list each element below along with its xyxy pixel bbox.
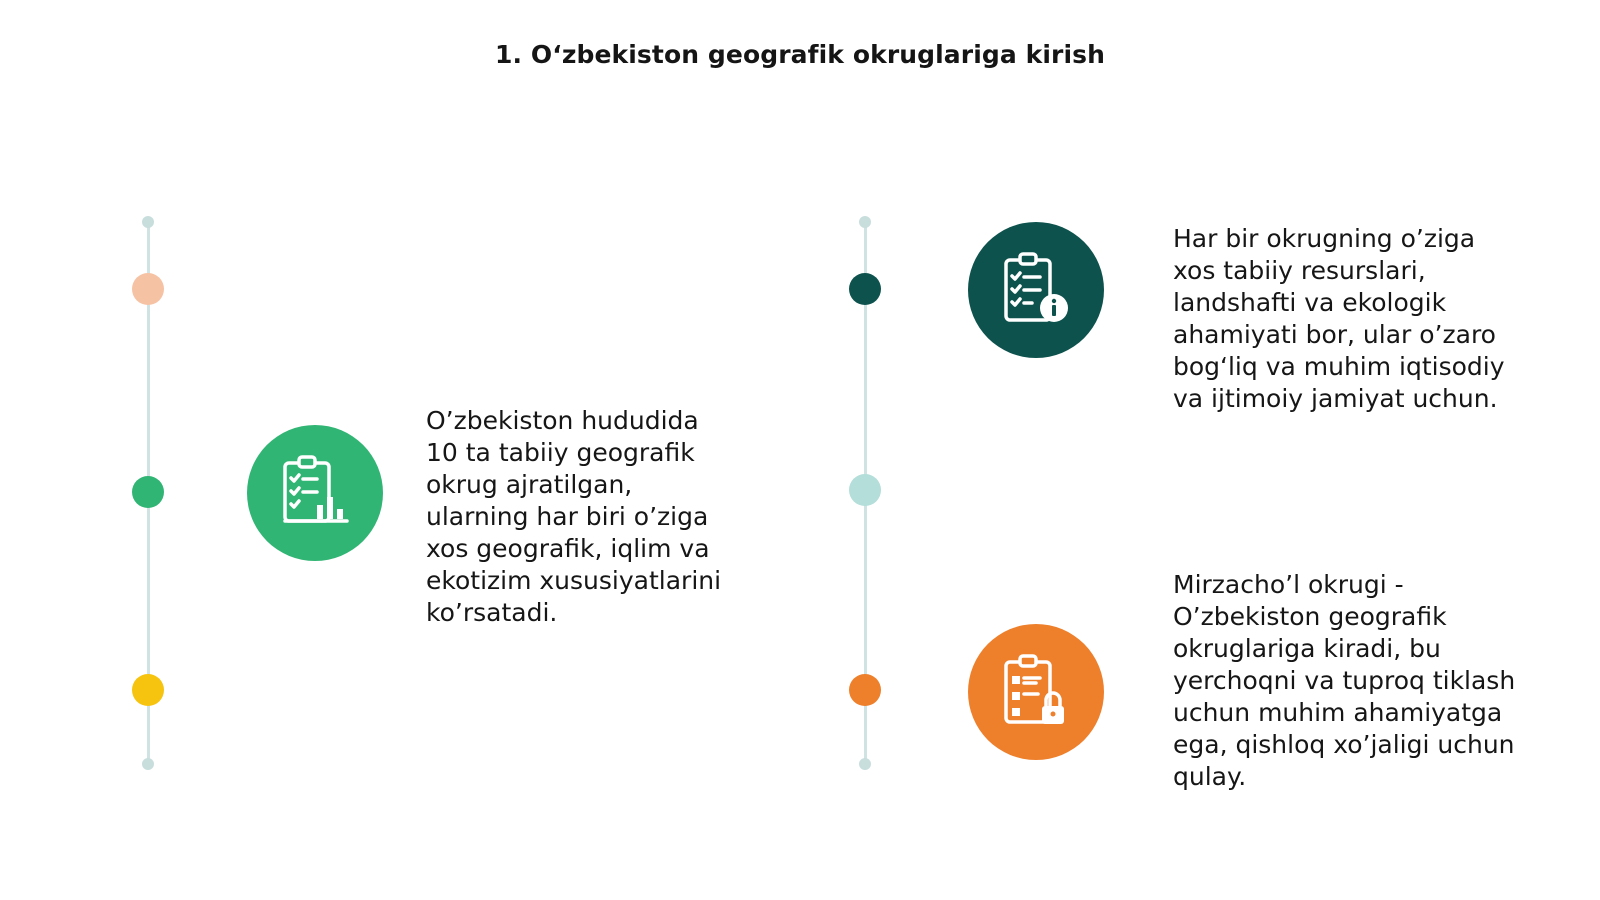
- right-timeline-dot-orange: [849, 674, 881, 706]
- left-timeline-top-end: [142, 216, 154, 228]
- left-timeline-bottom-end: [142, 758, 154, 770]
- item-1-text: O’zbekiston hududida 10 ta tabiiy geografik okrug ajratilgan, ularning har biri o’ziga xos geografik, iqlim va ekotizim xususiyatlarini ko’rsatadi.: [426, 406, 722, 627]
- item-2-text: Har bir okrugning o’ziga xos tabiiy resurslari, landshafti va ekologik ahamiyati bor, ular o’zaro bog‘liq va muhim iqtisodiy va ijtimoiy jamiyat uchun.: [1173, 224, 1505, 413]
- page-title: 1. O‘zbekiston geografik okruglariga kirish: [494, 40, 1106, 69]
- left-timeline-dot-peach: [132, 273, 164, 305]
- right-timeline-top-end: [859, 216, 871, 228]
- left-timeline-dot-yellow: [132, 674, 164, 706]
- item-3-text: Mirzacho’l okrugi - O’zbekiston geografik okruglariga kiradi, bu yerchoqni va tuproq tiklash uchun muhim ahamiyatga ega, qishloq xo’jaligi uchun qulay.: [1173, 570, 1516, 791]
- clipboard-chart-icon: [247, 425, 383, 561]
- right-timeline-dot-light-teal: [849, 474, 881, 506]
- left-timeline-dot-green: [132, 476, 164, 508]
- right-timeline-dot-dark-teal: [849, 273, 881, 305]
- clipboard-info-icon: [968, 222, 1104, 358]
- right-timeline-bottom-end: [859, 758, 871, 770]
- clipboard-lock-icon: [968, 624, 1104, 760]
